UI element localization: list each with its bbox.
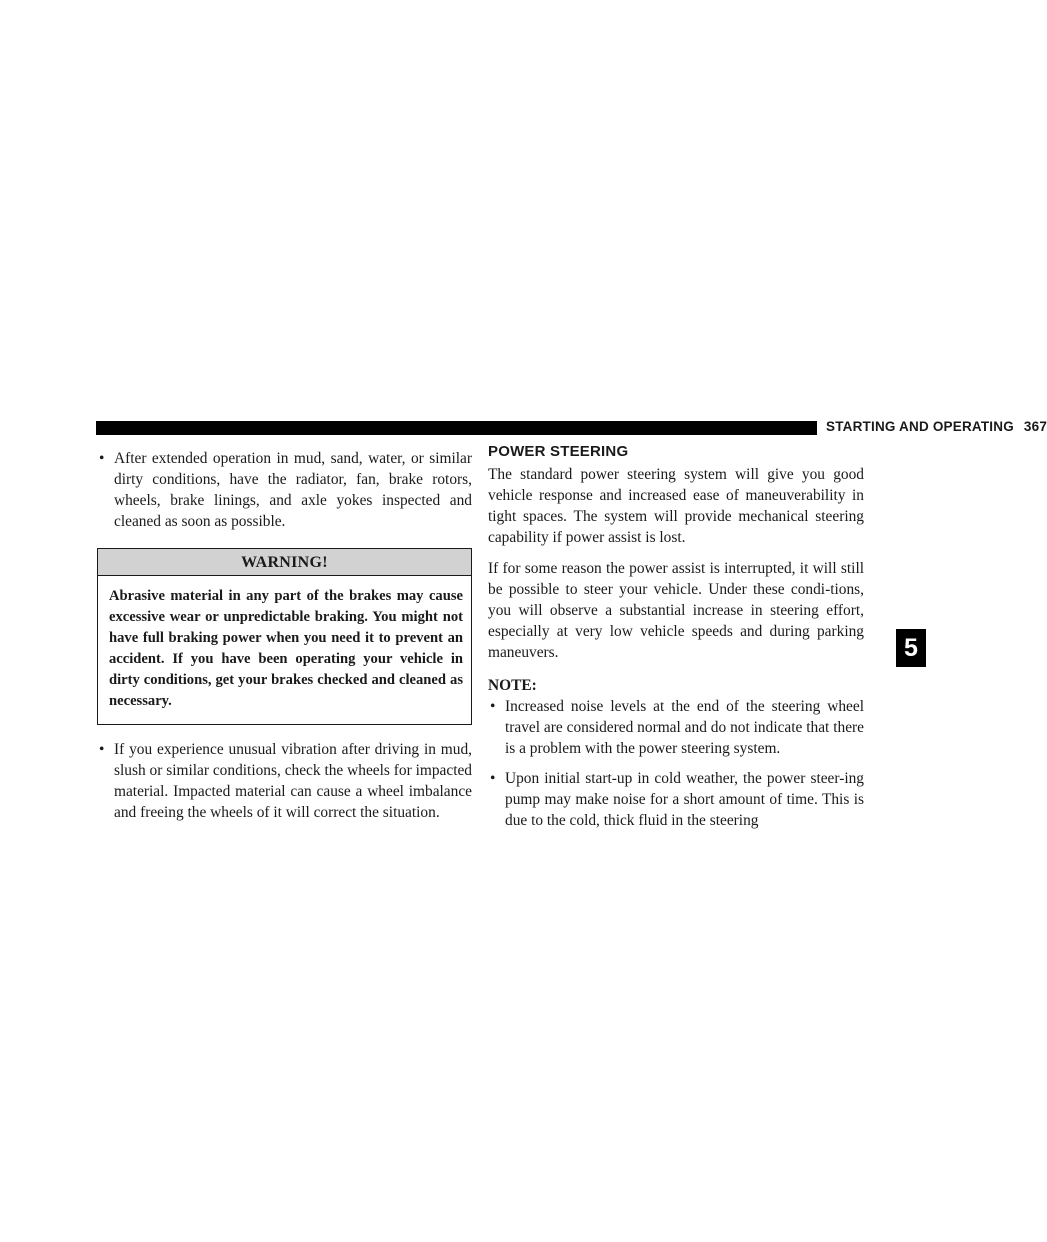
note-label: NOTE:	[488, 677, 537, 694]
section-name: STARTING AND OPERATING	[826, 419, 1014, 434]
warning-text: Abrasive material in any part of the brakes may cause excessive wear or unpredictable braking. You might not have full braking power when you need it to prevent an accident. If you have been operating your vehicle in dirty conditions, get your brakes checked and cleaned as necessary.	[109, 588, 463, 709]
section-title: POWER STEERING	[488, 443, 629, 460]
bullet-icon: •	[99, 741, 105, 758]
bullet-item	[97, 739, 472, 823]
bullet-text: Increased noise levels at the end of the steering wheel travel are considered normal and do not indicate that there is a problem with the power steering system.	[505, 698, 864, 757]
bullet-icon: •	[99, 450, 105, 467]
bullet-text: If you experience unusual vibration after driving in mud, slush or similar conditions, check the wheels for impacted material. Impacted material can cause a wheel imbalance and freeing the wheels of it will correct the situation.	[114, 741, 472, 821]
chapter-tab: 5	[896, 629, 926, 667]
bullet-text: After extended operation in mud, sand, water, or similar dirty conditions, have the radiator, fan, brake rotors, wheels, brake linings, and axle yokes inspected and cleaned as soon as possible.	[114, 450, 472, 530]
bullet-item	[488, 696, 864, 759]
bullet-item	[488, 768, 864, 831]
paragraph: The standard power steering system will give you good vehicle response and increased ease of maneuverability in tight spaces. The system will provide mechanical steering capability if power assist is lost.	[488, 466, 864, 546]
header-rule	[96, 421, 817, 435]
bullet-item	[97, 448, 472, 532]
warning-title: WARNING!	[98, 549, 471, 576]
running-header	[826, 418, 1047, 436]
warning-box	[97, 548, 472, 725]
bullet-icon: •	[490, 698, 496, 715]
bullet-icon: •	[490, 770, 496, 787]
left-column	[97, 448, 472, 823]
right-column	[488, 442, 864, 840]
paragraph: If for some reason the power assist is interrupted, it will still be possible to steer your vehicle. Under these condi-tions, you will observe a substantial increase in steering effort, especially at very low vehicle speeds and during parking maneuvers.	[488, 560, 864, 661]
bullet-text: Upon initial start-up in cold weather, the power steer-ing pump may make noise for a short amount of time. This is due to the cold, thick fluid in the steering	[505, 770, 864, 829]
page-number: 367	[1023, 419, 1047, 434]
